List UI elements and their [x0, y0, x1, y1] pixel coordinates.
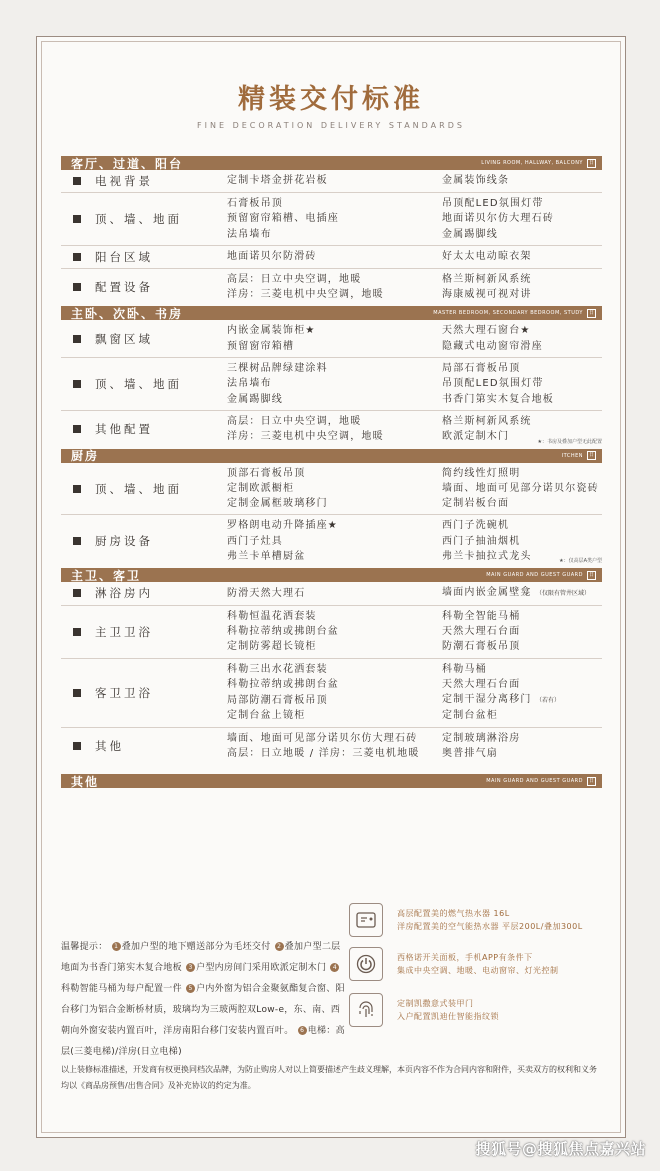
table-row [61, 193, 602, 246]
row-label: 其他 [95, 739, 124, 754]
row-label: 客卫卫浴 [95, 685, 153, 700]
spec-column-right [442, 662, 602, 724]
bullet-icon [73, 283, 81, 291]
table-row [61, 411, 602, 448]
spec-column-right [442, 272, 602, 303]
spec-item: 简约线性灯照明 [442, 467, 521, 479]
spec-item: 定制卡塔金拼花岩板 [227, 175, 328, 187]
bullet-icon [73, 425, 81, 433]
section-title: 客厅、过道、阳台 [71, 156, 184, 171]
feature-line: 入户配置凯迪仕智能指纹锁 [397, 1012, 499, 1021]
row-footnote: ★：仅高层A类户型 [559, 558, 602, 565]
spec-item: 墙面、地面可见部分诺贝尔仿大理石砖 [227, 732, 418, 744]
spec-item: 吊顶配LED氛围灯带 [442, 198, 544, 209]
table-row [61, 269, 602, 306]
note-text: 叠加户型二层地面为书香门第实木复合地板 [61, 942, 341, 973]
row-label: 淋浴房内 [95, 586, 153, 601]
row-label: 顶、墙、地面 [95, 211, 182, 226]
spec-item: 三棵树品牌绿建涂料 [227, 363, 328, 375]
spec-item: 金属装饰线条 [442, 175, 510, 187]
spec-item: 格兰斯柯新风系统 [442, 415, 532, 427]
spec-item: 防滑天然大理石 [227, 587, 306, 599]
note-text: 电梯：高层(三菱电梯)/洋房(日立电梯) [61, 1026, 345, 1057]
spec-item: 定制防雾超长镜柜 [227, 641, 317, 653]
watermark: 搜狐号@搜狐焦点嘉兴站 [475, 1140, 646, 1158]
spec-column-left [227, 196, 442, 242]
section-rows [61, 170, 602, 305]
spec-item: 内嵌金属装饰柜★ [227, 325, 316, 337]
spec-column-right [442, 361, 602, 407]
spec-item: 奥普排气扇 [442, 748, 498, 760]
note-text: 叠加户型的地下赠送部分为毛坯交付 [121, 942, 271, 952]
row-label: 顶、墙、地面 [95, 481, 182, 496]
spec-column-left [227, 272, 442, 303]
section-en-label [433, 309, 596, 318]
spec-tag: （仅限有管井区域） [536, 590, 591, 598]
spec-item: 石膏板吊顶 [227, 198, 283, 209]
spec-item: 西门子抽油烟机 [442, 535, 521, 547]
section-title: 厨房 [71, 449, 100, 464]
spec-column-left [227, 361, 442, 407]
spec-item: 吊顶配LED氛围灯带 [442, 378, 544, 390]
spec-item: 地面诺贝尔仿大理石砖 [442, 213, 554, 225]
spec-item: 科勒马桶 [442, 663, 487, 675]
bullet-icon [73, 628, 81, 636]
spec-item: 局部防潮石膏板吊顶 [227, 694, 328, 706]
spec-item: 定制台盆上镜柜 [227, 709, 306, 721]
bullet-icon [73, 485, 81, 493]
note-number: 6 [298, 1026, 307, 1035]
spec-item: 金属踢脚线 [227, 393, 283, 405]
section-rows [61, 320, 602, 447]
row-label: 顶、墙、地面 [95, 377, 182, 392]
spec-item: 书香门第实木复合地板 [442, 393, 554, 405]
spec-item: 定制欧派橱柜 [227, 482, 295, 494]
section-header [61, 449, 602, 463]
table-row [61, 582, 602, 605]
spec-item: 科勒拉蒂纳或拂朗台盆 [227, 679, 339, 691]
spec-item: 天然大理石窗台★ [442, 325, 531, 337]
note-number: 1 [112, 942, 121, 951]
row-label: 主卫卫浴 [95, 624, 153, 639]
spec-item: 天然大理石台面 [442, 625, 521, 637]
feature-fingerprint-lock [349, 993, 609, 1027]
table-row [61, 246, 602, 269]
feature-line: 高层配置美的燃气热水器 16L [397, 909, 510, 918]
bullet-icon [73, 380, 81, 388]
table-row [61, 170, 602, 193]
spec-item: 定制金属框玻璃移门 [227, 498, 328, 510]
row-label: 厨房设备 [95, 534, 153, 549]
note-number: 3 [186, 963, 195, 972]
spec-item: 罗格朗电动升降插座★ [227, 520, 338, 532]
row-label: 配置设备 [95, 280, 153, 295]
section-header [61, 306, 602, 320]
row-label: 其他配置 [95, 422, 153, 437]
bullet-icon [73, 537, 81, 545]
spec-item: 西门子洗碗机 [442, 520, 510, 532]
spec-column-right [442, 585, 602, 601]
feature-line: 集成中央空调、地暖、电动窗帘、灯光控制 [397, 966, 559, 975]
table-row [61, 463, 602, 516]
spec-item: 欧派定制木门 [442, 431, 510, 443]
section-logo-icon: 日 [588, 159, 594, 166]
spec-item: 定制玻璃淋浴房 [442, 732, 521, 744]
section-en-label [481, 159, 596, 168]
spec-item: 地面诺贝尔防滑砖 [227, 251, 317, 263]
spec-item: 定制干湿分离移门 [442, 694, 532, 706]
section-logo-icon: 日 [588, 571, 594, 578]
section-logo-icon: 日 [588, 777, 594, 784]
section-header [61, 156, 602, 170]
spec-column-right [442, 466, 602, 512]
table-row [61, 728, 602, 765]
section-en-label [486, 571, 596, 580]
spec-item: 高层：日立中央空调，地暖 [227, 273, 362, 285]
table-row [61, 320, 602, 358]
bullet-icon [73, 689, 81, 697]
spec-column-right [442, 414, 602, 445]
section-logo-icon: 日 [588, 309, 594, 316]
note-text: 户内外窗为铝合金聚氨酯复合窗、阳台移门为铝合金断桥材质，玻璃均为三玻两腔双Low-e，东、南、西朝向外窗安装内置百叶，洋房南阳台移门安装内置百叶。 [61, 984, 345, 1036]
section-en-title: MAIN GUARD AND GUEST GUARD [486, 572, 583, 579]
fingerprint-lock-icon [349, 993, 383, 1027]
row-label: 电视背景 [95, 174, 153, 188]
row-label: 阳台区域 [95, 249, 153, 264]
spec-column-left [227, 249, 442, 264]
spec-column-left [227, 518, 442, 564]
tips-notes [61, 937, 346, 1063]
spec-item: 科勒全智能马桶 [442, 610, 521, 622]
spec-item: 高层：日立中央空调，地暖 [227, 415, 362, 427]
spec-column-left [227, 173, 442, 188]
spec-item: 局部石膏板吊顶 [442, 363, 521, 375]
spec-item: 预留窗帘箱槽 [227, 340, 295, 352]
spec-column-left [227, 731, 442, 762]
feature-power-panel [349, 947, 609, 981]
spec-item: 预留窗帘箱槽、电插座 [227, 213, 339, 225]
spec-column-left [227, 586, 442, 601]
spec-column-right [442, 173, 602, 188]
row-footnote: ★：书房及叠加户型无此配置 [537, 438, 602, 445]
spec-column-right [442, 323, 602, 354]
spec-item: 金属踢脚线 [442, 228, 498, 240]
spec-item: 天然大理石台面 [442, 678, 521, 690]
spec-column-right [442, 249, 602, 264]
feature-water-heater [349, 903, 609, 937]
section-logo-icon: 日 [588, 452, 594, 459]
water-heater-icon [349, 903, 383, 937]
section-title: 主卧、次卧、书房 [71, 306, 184, 321]
bullet-icon [73, 335, 81, 343]
note-text: 科勒智能马桶为每户配置一件 [61, 984, 182, 994]
spec-item: 法帛墙布 [227, 378, 272, 390]
spec-column-right [442, 609, 602, 655]
section-title: 主卫、客卫 [71, 568, 142, 583]
spec-item: 隐藏式电动窗帘滑座 [442, 340, 543, 352]
spec-item: 弗兰卡抽拉式龙头 [442, 551, 532, 563]
page-subtitle: FINE DECORATION DELIVERY STANDARDS [197, 121, 465, 130]
spec-item: 格兰斯柯新风系统 [442, 273, 532, 285]
tips-heading: 温馨提示： [61, 942, 108, 952]
note-number: 2 [275, 942, 284, 951]
spec-item: 墙面内嵌金属壁龛 [442, 587, 532, 599]
spec-item: 法帛墙布 [227, 228, 272, 240]
spec-column-right [442, 731, 602, 762]
spec-item: 科勒恒温花洒套装 [227, 610, 317, 622]
standards-table [61, 155, 602, 788]
bullet-icon [73, 742, 81, 750]
table-row [61, 606, 602, 659]
spec-item: 墙面、地面可见部分诺贝尔瓷砖 [442, 482, 599, 494]
section-rows [61, 463, 602, 568]
spec-item: 防潮石膏板吊顶 [442, 641, 521, 653]
section-en-title: ITCHEN [561, 452, 583, 459]
spec-column-right [442, 518, 602, 564]
bullet-icon [73, 177, 81, 185]
feature-line: 西格诺开关面板，手机APP有条件下 [397, 953, 533, 962]
section-header [61, 774, 602, 788]
note-number: 4 [330, 963, 339, 972]
page-title: 精装交付标准 [238, 84, 424, 115]
bullet-icon [73, 253, 81, 261]
spec-item: 定制台盆柜 [442, 710, 498, 722]
spec-item: 科勒拉蒂纳或拂朗台盆 [227, 625, 339, 637]
bullet-icon [73, 589, 81, 597]
section-en-title: MASTER BEDROOM, SECONDARY BEDROOM, STUDY [433, 310, 583, 317]
spec-item: 顶部石膏板吊顶 [227, 467, 306, 479]
spec-item: 洋房：三菱电机中央空调，地暖 [227, 431, 384, 443]
spec-item: 高层：日立地暖 / 洋房：三菱电机地暖 [227, 748, 420, 760]
spec-tag: （若有） [536, 697, 561, 705]
section-rows [61, 582, 602, 764]
note-text: 户型内房间门采用欧派定制木门 [196, 963, 327, 973]
document-frame [36, 36, 626, 1138]
spec-column-left [227, 609, 442, 655]
row-label: 飘窗区域 [95, 331, 153, 346]
disclaimer-text: 以上装修标准描述，开发商有权更换同档次品牌，为防止购房人对以上简要描述产生歧义理解，本页内容不作为合同内容和附件，买卖双方的权利和义务均以《商品房预售/出售合同》及补充协议的约定为准。 [61, 1065, 597, 1090]
spec-item: 定制岩板台面 [442, 498, 510, 510]
spec-item: 弗兰卡单槽厨盆 [227, 551, 306, 563]
spec-column-left [227, 323, 442, 354]
section-header [61, 568, 602, 582]
spec-column-right [442, 196, 602, 242]
table-row [61, 515, 602, 567]
spec-item: 科勒三出水花洒套装 [227, 664, 328, 676]
spec-item: 海康威视可视对讲 [442, 289, 532, 301]
section-en-title: MAIN GUARD AND GUEST GUARD [486, 778, 583, 785]
feature-line: 定制凯撒意式装甲门 [397, 999, 474, 1008]
section-en-title: LIVING ROOM, HALLWAY, BALCONY [481, 160, 583, 166]
section-en-label [486, 777, 596, 786]
feature-line: 洋房配置美的空气能热水器 平层200L/叠加300L [397, 922, 583, 931]
spec-column-left [227, 414, 442, 445]
note-number: 5 [186, 984, 195, 993]
section-title: 其他 [71, 774, 100, 789]
table-row [61, 659, 602, 728]
table-row [61, 358, 602, 411]
spec-column-left [227, 466, 442, 512]
bullet-icon [73, 215, 81, 223]
spec-item: 好太太电动晾衣架 [442, 251, 532, 263]
section-en-label [562, 451, 596, 460]
spec-column-left [227, 662, 442, 723]
power-panel-icon [349, 947, 383, 981]
spec-item: 洋房：三菱电机中央空调，地暖 [227, 289, 384, 301]
spec-item: 西门子灶具 [227, 535, 283, 547]
